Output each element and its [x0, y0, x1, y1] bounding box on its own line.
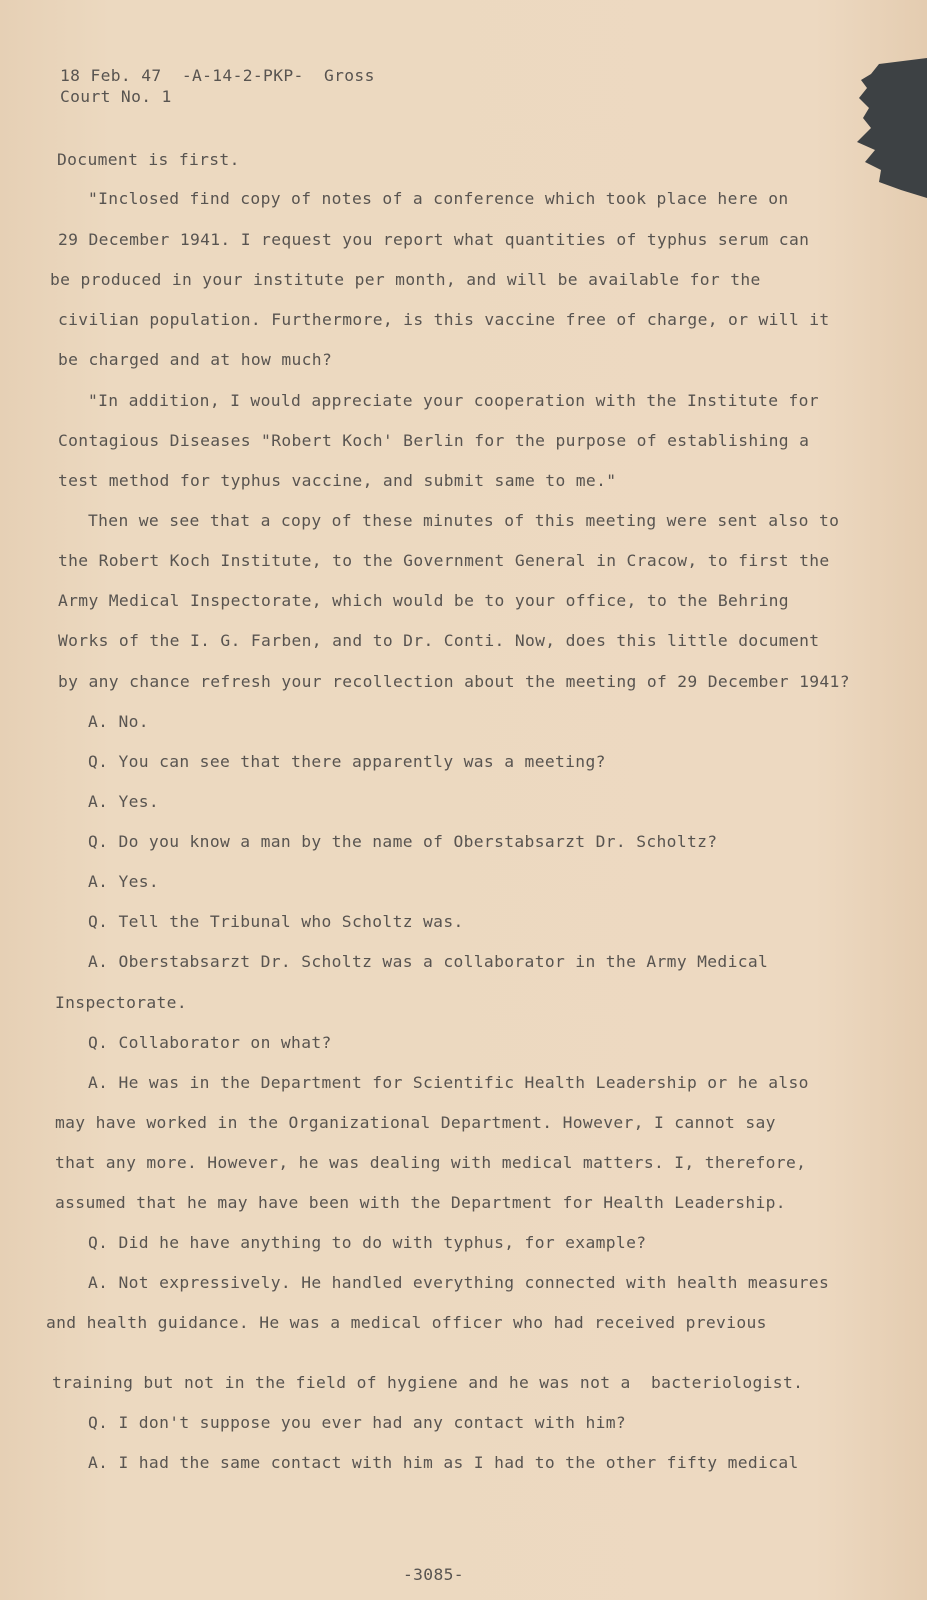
body-line: Document is first.: [57, 150, 240, 169]
body-line: A. Oberstabsarzt Dr. Scholtz was a collaborator in the Army Medical: [88, 952, 769, 971]
body-line: Q. You can see that there apparently was a meeting?: [88, 752, 606, 771]
body-line: may have worked in the Organizational Department. However, I cannot say: [55, 1113, 776, 1132]
body-line: Q. Did he have anything to do with typhus, for example?: [88, 1233, 647, 1252]
body-line: A. I had the same contact with him as I had to the other fifty medical: [88, 1453, 799, 1472]
body-line: Then we see that a copy of these minutes of this meeting were sent also to: [88, 511, 840, 530]
body-line: Works of the I. G. Farben, and to Dr. Conti. Now, does this little document: [58, 631, 820, 650]
body-line: test method for typhus vaccine, and submit same to me.": [58, 471, 617, 490]
body-line: Q. Tell the Tribunal who Scholtz was.: [88, 912, 464, 931]
header-line-2: Court No. 1: [60, 87, 172, 106]
body-line: Q. Collaborator on what?: [88, 1033, 332, 1052]
body-line: and health guidance. He was a medical officer who had received previous: [46, 1313, 767, 1332]
header-line-1: 18 Feb. 47 -A-14-2-PKP- Gross: [60, 66, 375, 85]
body-line: A. Yes.: [88, 792, 160, 811]
body-line: assumed that he may have been with the Department for Health Leadership.: [55, 1193, 786, 1212]
body-line: Contagious Diseases "Robert Koch' Berlin for the purpose of establishing a: [58, 431, 810, 450]
body-line: 29 December 1941. I request you report what quantities of typhus serum can: [58, 230, 810, 249]
body-line: Army Medical Inspectorate, which would be to your office, to the Behring: [58, 591, 789, 610]
body-line: Q. I don't suppose you ever had any contact with him?: [88, 1413, 627, 1432]
body-line: Inspectorate.: [55, 993, 187, 1012]
body-line: A. He was in the Department for Scientific Health Leadership or he also: [88, 1073, 809, 1092]
body-line: A. No.: [88, 712, 149, 731]
body-line: "Inclosed find copy of notes of a conference which took place here on: [88, 189, 789, 208]
body-line: be produced in your institute per month, and will be available for the: [50, 270, 761, 289]
body-line: Q. Do you know a man by the name of Oberstabsarzt Dr. Scholtz?: [88, 832, 718, 851]
body-line: civilian population. Furthermore, is this vaccine free of charge, or will it: [58, 310, 830, 329]
body-line: A. Not expressively. He handled everything connected with health measures: [88, 1273, 830, 1292]
body-line: training but not in the field of hygiene and he was not a bacteriologist.: [52, 1373, 804, 1392]
body-line: the Robert Koch Institute, to the Government General in Cracow, to first the: [58, 551, 830, 570]
body-line: be charged and at how much?: [58, 350, 333, 369]
body-line: A. Yes.: [88, 872, 160, 891]
body-line: that any more. However, he was dealing with medical matters. I, therefore,: [55, 1153, 807, 1172]
body-line: by any chance refresh your recollection about the meeting of 29 December 1941?: [58, 672, 850, 691]
body-line: "In addition, I would appreciate your cooperation with the Institute for: [88, 391, 819, 410]
page-number: -3085-: [403, 1565, 464, 1584]
